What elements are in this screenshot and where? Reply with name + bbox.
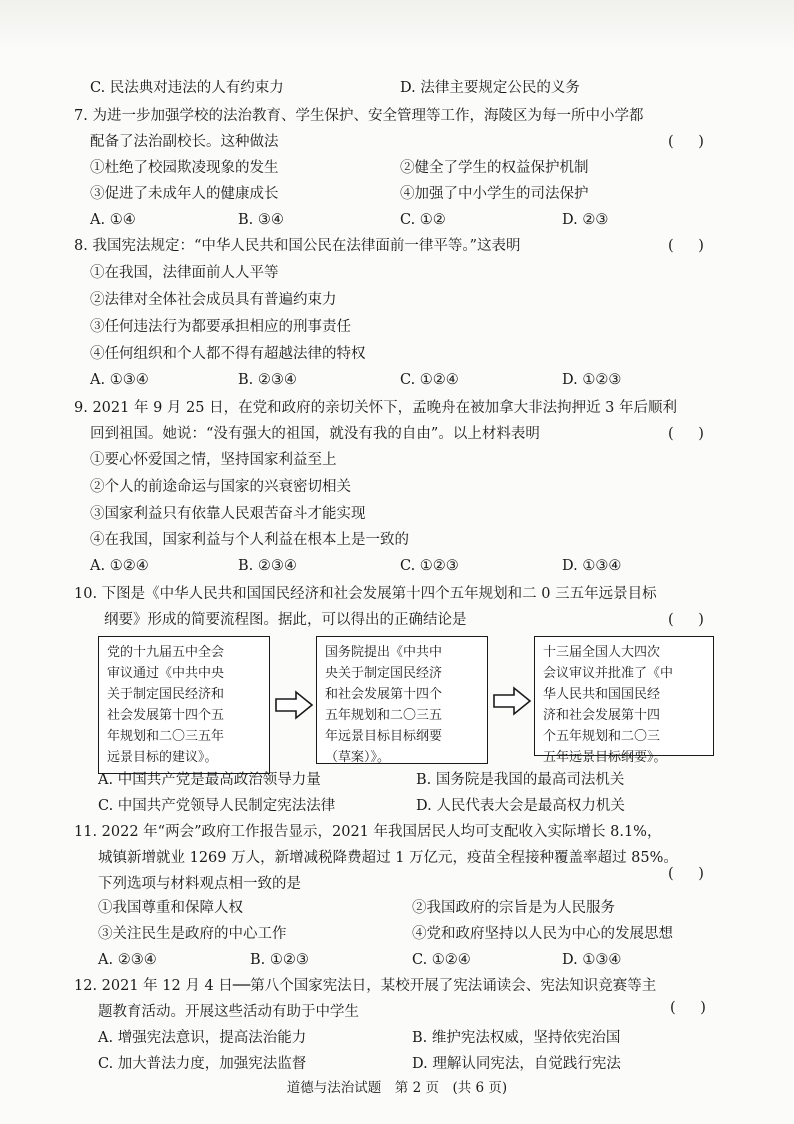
q6-option-d: D. 法律主要规定公民的义务 [400,80,580,96]
flow-box-state-council-draft: 国务院提出《中共中 央关于制定国民经济 和社会发展第十四个 五年规划和二〇三五 年远景目标目标纲要 （草案）》。 [316,636,488,764]
q10-stem-line1: 10. 下图是《中华人民共和国国民经济和社会发展第十四个五年规划和二 0 三五年远景目标 [74,586,657,602]
q10-option-b: B. 国务院是我国的最高司法机关 [416,772,625,788]
q11-statement-2: ②我国政府的宗旨是为人民服务 [412,900,615,916]
q11-option-a: A. ②③④ [98,952,157,968]
q9-option-a: A. ①②④ [90,558,149,574]
q7-answer-blank: ( ) [668,134,714,150]
q9-statement-1: ①要心怀爱国之情，坚持国家利益至上 [90,452,337,468]
q8-option-c: C. ①②④ [400,372,459,388]
q11-stem-line2: 城镇新增就业 1269 万人，新增减税降费超过 1 万亿元，疫苗全程接种覆盖率超过 85%。 [98,850,678,866]
q10-option-a: A. 中国共产党是最高政治领导力量 [98,772,321,788]
q8-statement-3: ③任何违法行为都要承担相应的刑事责任 [90,319,351,335]
q9-statement-2: ②个人的前途命运与国家的兴衰密切相关 [90,479,351,495]
q7-statement-1: ①杜绝了校园欺凌现象的发生 [90,160,279,176]
flow-arrow-2 [492,686,532,716]
q7-option-d: D. ②③ [562,212,609,228]
q11-statement-3: ③关注民生是政府的中心工作 [98,926,287,942]
q9-statement-3: ③国家利益只有依靠人民艰苦奋斗才能实现 [90,506,366,522]
q8-statement-2: ②法律对全体社会成员具有普遍约束力 [90,292,337,308]
q6-option-c: C. 民法典对违法的人有约束力 [90,80,284,96]
q7-statement-3: ③促进了未成年人的健康成长 [90,186,279,202]
q8-option-a: A. ①③④ [90,372,149,388]
q9-option-b: B. ②③④ [238,558,297,574]
flow-box-npc-approval: 十三届全国人大四次 会议审议并批准了《中 华人民共和国国民经 济和社会发展第十四 个五年规划和二〇三 五年远景目标纲要》。 [534,636,714,756]
q8-option-d: D. ①②③ [562,372,622,388]
q11-stem-line1: 11. 2022 年“两会”政府工作报告显示，2021 年我国居民人均可支配收入实际增长 8.1%， [74,824,662,840]
q11-statement-1: ①我国尊重和保障人权 [98,900,243,916]
q10-option-d: D. 人民代表大会是最高权力机关 [416,798,625,814]
q8-statement-4: ④任何组织和个人都不得有超越法律的特权 [90,346,366,362]
q10-answer-blank: ( ) [668,612,714,628]
flow-arrow-1 [274,690,314,720]
q10-stem-line2: 纲要》形成的简要流程图。据此，可以得出的正确结论是 [104,612,467,628]
q9-stem-line1: 9. 2021 年 9 月 25 日，在党和政府的亲切关怀下，孟晚舟在被加拿大非法拘押近 3 年后顺利 [74,400,678,416]
q12-option-c: C. 加大普法力度，加强宪法监督 [98,1056,307,1072]
flow-box-party-proposal: 党的十九届五中全会 审议通过《中共中央 关于制定国民经济和 社会发展第十四个五 年规划和二〇三五年 远景目标的建议》。 [98,636,270,774]
q7-option-b: B. ③④ [238,212,284,228]
q12-option-b: B. 维护宪法权威，坚持依宪治国 [412,1030,621,1046]
q8-option-b: B. ②③④ [238,372,297,388]
q11-statement-4: ④党和政府坚持以人民为中心的发展思想 [412,926,673,942]
q12-stem-line1: 12. 2021 年 12 月 4 日──第八个国家宪法日，某校开展了宪法诵读会、宪法知识竞赛等主 [74,978,657,994]
q7-option-c: C. ①② [400,212,446,228]
q8-answer-blank: ( ) [668,238,714,254]
page-footer: 道德与法治试题 第 2 页 (共 6 页) [286,1080,508,1096]
q9-option-c: C. ①②③ [400,558,459,574]
q9-statement-4: ④在我国，国家利益与个人利益在根本上是一致的 [90,532,409,548]
scan-shadow [0,0,794,50]
q7-statement-2: ②健全了学生的权益保护机制 [400,160,589,176]
q9-option-d: D. ①③④ [562,558,622,574]
q7-stem-line1: 7. 为进一步加强学校的法治教育、学生保护、安全管理等工作，海陵区为每一所中小学都 [74,108,644,124]
q9-stem-line2: 回到祖国。她说：“没有强大的祖国，就没有我的自由”。以上材料表明 [90,426,540,442]
q8-stem: 8. 我国宪法规定：“中华人民共和国公民在法律面前一律平等。”这表明 [74,238,521,254]
q11-stem-line3: 下列选项与材料观点相一致的是 [98,876,301,892]
q11-option-b: B. ①②③ [250,952,309,968]
q11-option-c: C. ①②④ [412,952,471,968]
q7-statement-4: ④加强了中小学生的司法保护 [400,186,589,202]
q9-answer-blank: ( ) [668,426,714,442]
q10-option-c: C. 中国共产党领导人民制定宪法法律 [98,798,336,814]
q7-stem-line2: 配备了法治副校长。这种做法 [90,134,279,150]
q7-option-a: A. ①④ [90,212,136,228]
q11-answer-blank: ( ) [668,866,714,882]
q11-option-d: D. ①③④ [562,952,622,968]
q12-option-a: A. 增强宪法意识，提高法治能力 [98,1030,307,1046]
q8-statement-1: ①在我国，法律面前人人平等 [90,265,279,281]
q12-option-d: D. 理解认同宪法，自觉践行宪法 [412,1056,621,1072]
q12-answer-blank: ( ) [670,1000,716,1016]
q12-stem-line2: 题教育活动。开展这些活动有助于中学生 [98,1004,359,1020]
